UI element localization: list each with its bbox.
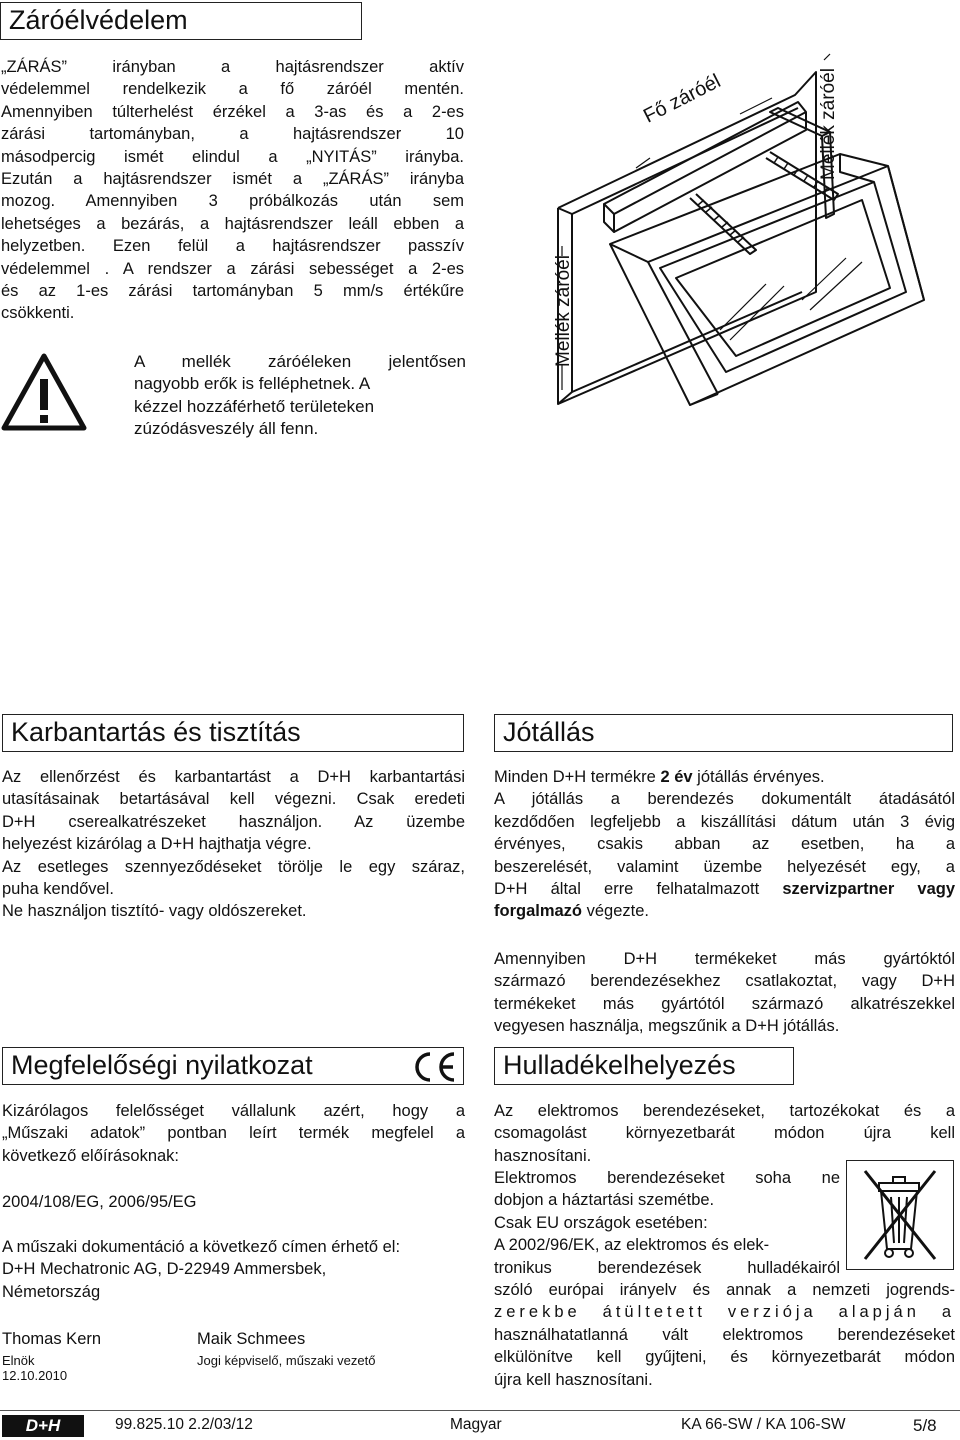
hulladek-line: Az elektromos berendezéseket, tartozékokat és a — [494, 1102, 955, 1120]
jotallas-line1-a: Minden D+H termékre — [494, 768, 661, 786]
warning-line: zúzódásveszély áll fenn. — [134, 419, 319, 439]
hulladek-text-2 — [494, 1167, 840, 1279]
jotallas-para2-line: vegyesen használja, megszűnik a D+H jótállás. — [494, 1017, 840, 1036]
hulladek-text-3 — [494, 1279, 955, 1391]
label-fo-zaroel: Fő záróél — [640, 70, 725, 128]
jotallas-text — [494, 766, 955, 923]
zaro-line: másodpercig ismét elindul a „NYITÁS” irányba. — [1, 147, 464, 166]
megfeleloseg-line: „Műszaki adatok” pontban leírt termék megfelel a — [2, 1124, 465, 1143]
hulladek-line: csomagolást környezetbarát módon újra kell — [494, 1124, 955, 1143]
jotallas-line — [494, 766, 955, 788]
footer-doc-number: 99.825.10 2.2/03/12 — [115, 1416, 253, 1433]
karbantartas-line: D+H cserealkatrészeket használjon. Az üzembe — [2, 812, 465, 831]
warning-line: kézzel hozzáférhető területeken — [134, 396, 375, 416]
footer-page-number: 5/8 — [913, 1416, 937, 1435]
karbantartas-line: utasításainak betartásával kell végezni. Csak eredeti — [2, 790, 465, 809]
karbantartas-line: Az ellenőrzést és karbantartást a D+H karbantartási — [2, 768, 465, 786]
karbantartas-line: Az esetleges szennyeződéseket törölje le egy száraz, — [2, 857, 465, 876]
megfeleloseg-directives: 2004/108/EG, 2006/95/EG — [2, 1193, 197, 1211]
zaro-line: mozog. Amennyiben 3 próbálkozás után sem — [1, 192, 464, 211]
window-closing-edge-diagram — [540, 0, 960, 420]
jotallas-line: kezdődően legfeljebb a kiszállítási dátum után 3 évig — [494, 812, 955, 831]
hulladek-line: tronikus berendezések hulladékairól — [494, 1258, 840, 1277]
jotallas-para2-line: származó berendezésekhez csatlakoztat, vagy D+H — [494, 972, 955, 991]
jotallas-line7-b: végezte. — [582, 902, 649, 921]
megfeleloseg-line: következő előírásoknak: — [2, 1146, 180, 1165]
hulladek-line: hasznosítani. — [494, 1146, 592, 1165]
zaro-line: „ZÁRÁS” irányban a hajtásrendszer aktív — [1, 58, 464, 76]
megfeleloseg-line: Kizárólagos felelősséget vállalunk azért, hogy a — [2, 1102, 465, 1120]
section-title-zaroelvedelem: Záróélvédelem — [0, 2, 362, 40]
hulladek-line: Elektromos berendezéseket soha ne — [494, 1169, 840, 1187]
jotallas-para2-line: termékeket más gyártótól származó alkatrészekkel — [494, 994, 955, 1013]
address-line: Németország — [2, 1282, 101, 1301]
megfeleloseg-address — [2, 1236, 472, 1303]
karbantartas-line: Ne használjon tisztító- vagy oldószereket. — [2, 902, 307, 921]
weee-bin-icon-box — [846, 1160, 954, 1270]
zaro-line: és az 1-es zárási tartományban 5 mm/s értékűre — [1, 282, 464, 301]
dh-logo — [2, 1415, 84, 1437]
label-mellek-zaroel-right: Mellék záróél — [818, 68, 839, 180]
zaro-line: lehetséges a bezárás, a hajtásrendszer leáll ebben a — [1, 214, 464, 233]
zaro-line: helyzetben. Ezen felül a hajtásrendszer passzív — [1, 237, 464, 256]
jotallas-line — [494, 878, 955, 900]
hulladek-line: szóló európai irányelv és annak a nemzeti jogrends- — [494, 1281, 955, 1299]
dh-logo-text: D+H — [25, 1416, 61, 1435]
warning-line: A mellék záróéleken jelentősen — [134, 352, 466, 371]
label-mellek-zaroel-left: Mellék záróél — [553, 255, 574, 367]
jotallas-para2-line: Amennyiben D+H termékeket más gyártóktól — [494, 950, 955, 968]
crossed-bin-icon — [847, 1161, 952, 1268]
jotallas-line: beszerelését, valamint üzembe helyezését egy, a — [494, 857, 955, 876]
jotallas-line1-bold: 2 év — [660, 768, 693, 786]
zaro-line: Amennyiben túlterhelést érzékel a 3-as és a 2-es — [1, 102, 464, 121]
hulladek-line: A 2002/96/EK, az elektromos és elek- — [494, 1236, 770, 1255]
hulladek-text-1 — [494, 1100, 955, 1167]
warning-line: nagyobb erők is felléphetnek. A — [134, 374, 371, 394]
warning-text — [134, 351, 466, 441]
hulladek-line: dobjon a háztartási szemétbe. — [494, 1191, 715, 1210]
zaro-line: védelemmel . A rendszer a zárási sebességet a 2-es — [1, 259, 464, 278]
warning-triangle-icon — [0, 352, 88, 434]
ce-mark-icon — [408, 1050, 458, 1084]
jotallas-line7-bold: forgalmazó — [494, 902, 583, 921]
jotallas-line6-bold: szervizpartner vagy — [782, 880, 956, 899]
signatory-1-role: Elnök — [2, 1353, 35, 1368]
zaroelvedelem-text — [1, 56, 464, 325]
jotallas-line: érvényes, csakis abban az esetben, ha a — [494, 835, 955, 854]
section-title-karbantartas: Karbantartás és tisztítás — [2, 714, 464, 752]
address-line: A műszaki dokumentáció a következő címen érhető el: — [2, 1238, 401, 1256]
footer-rule — [0, 1410, 960, 1411]
zaro-line: zárási tartományban, a hajtásrendszer 10 — [1, 125, 464, 144]
footer-model: KA 66-SW / KA 106-SW — [681, 1416, 846, 1433]
zaro-line: védelemmel rendelkezik a fő záróél mentén. — [1, 80, 464, 99]
signatory-2-name: Maik Schmees — [197, 1330, 306, 1348]
karbantartas-line: puha kendővel. — [2, 880, 114, 899]
hulladek-line: elkülönítve kell gyűjteni, és környezetbarát módon — [494, 1348, 955, 1367]
hulladek-line: zerekbe átültetett verziója alapján a — [494, 1303, 955, 1322]
signatory-1-name: Thomas Kern — [2, 1330, 102, 1348]
karbantartas-text — [2, 766, 465, 923]
section-title-megfeleloseg: Megfelelőségi nyilatkozat — [2, 1047, 464, 1085]
jotallas-line1-b: jótállás érvényes. — [692, 768, 825, 786]
hulladek-line: újra kell hasznosítani. — [494, 1370, 653, 1389]
footer-language: Magyar — [450, 1416, 502, 1433]
jotallas-line6-a: D+H által erre felhatalmazott — [494, 880, 783, 899]
section-title-jotallas: Jótállás — [494, 714, 953, 752]
jotallas-line — [494, 900, 955, 922]
hulladek-line: használhatatlanná vált elektromos berendezéseket — [494, 1325, 955, 1344]
zaro-line: Ezután a hajtásrendszer ismét a „ZÁRÁS” irányba — [1, 170, 464, 189]
section-title-hulladek: Hulladékelhelyezés — [494, 1047, 794, 1085]
address-line: D+H Mechatronic AG, D-22949 Ammersbek, — [2, 1260, 327, 1279]
signatory-1-date: 12.10.2010 — [2, 1368, 68, 1383]
jotallas-line: A jótállás a berendezés dokumentált átadásától — [494, 790, 955, 809]
jotallas-text-2 — [494, 948, 955, 1038]
hulladek-line: Csak EU országok esetében: — [494, 1213, 708, 1232]
signatory-2-role: Jogi képviselő, műszaki vezető — [197, 1353, 376, 1368]
megfeleloseg-intro — [2, 1100, 465, 1167]
zaro-line: csökkenti. — [1, 304, 75, 323]
karbantartas-line: helyezést kizárólag a D+H hajthatja végre. — [2, 835, 312, 854]
